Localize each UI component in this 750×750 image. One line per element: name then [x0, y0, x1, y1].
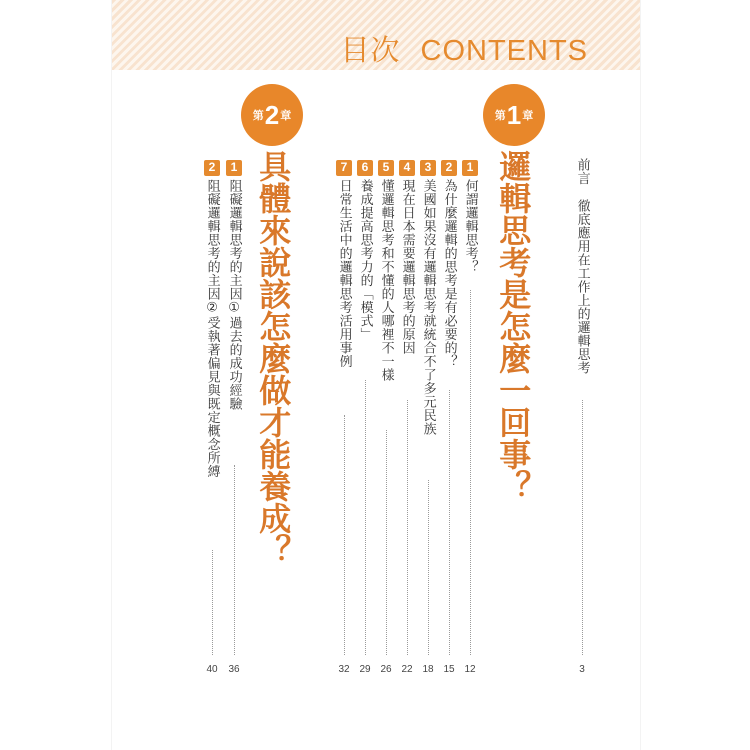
- ch1-item-6-page: 29: [359, 664, 371, 675]
- badge-prefix: 第: [252, 110, 264, 122]
- toc-header: [112, 0, 640, 70]
- badge-prefix: 第: [494, 110, 506, 122]
- item-number-badge: 1: [462, 160, 478, 176]
- ch2-item-2[interactable]: [204, 160, 220, 478]
- ch1-item-2-leader: [449, 390, 450, 655]
- ch1-item-7[interactable]: [336, 160, 352, 368]
- chapter1-title: 邏輯思考是怎麼一回事？: [494, 150, 533, 502]
- badge-suffix: 章: [280, 110, 292, 122]
- item-text: 懂邏輯思考和不懂的人哪裡不一樣: [378, 179, 394, 382]
- ch2-item-1-page: 36: [228, 664, 240, 675]
- ch1-item-5-page: 26: [380, 664, 392, 675]
- chapter2-title: 具體來說該怎麼做才能養成？: [254, 150, 293, 566]
- badge-suffix: 章: [522, 110, 534, 122]
- preface-text: 徹底應用在工作上的邏輯思考: [574, 199, 590, 375]
- preface-label: 前言: [574, 158, 590, 185]
- item-number-badge: 2: [204, 160, 220, 176]
- item-number-badge: 3: [420, 160, 436, 176]
- ch1-item-3-leader: [428, 480, 429, 655]
- item-text: 養成提高思考力的「模式」: [357, 179, 373, 341]
- ch1-item-1[interactable]: [462, 160, 478, 274]
- item-text: 美國如果沒有邏輯思考就統合不了多元民族: [420, 179, 436, 436]
- ch2-item-1[interactable]: [226, 160, 242, 411]
- item-text: 為什麼邏輯的思考是有必要的？: [441, 179, 457, 368]
- ch1-item-5-leader: [386, 430, 387, 655]
- ch1-item-6-leader: [365, 380, 366, 655]
- chapter2-badge: [241, 84, 303, 146]
- ch1-item-4-leader: [407, 400, 408, 655]
- ch1-item-7-leader: [344, 415, 345, 655]
- item-number-badge: 4: [399, 160, 415, 176]
- ch1-item-4[interactable]: [399, 160, 415, 355]
- preface-page: 3: [579, 664, 585, 675]
- title-en: CONTENTS: [420, 35, 588, 67]
- badge-number: 1: [506, 100, 522, 130]
- ch1-item-1-page: 12: [464, 664, 476, 675]
- ch1-item-6[interactable]: [357, 160, 373, 341]
- ch1-item-5[interactable]: [378, 160, 394, 382]
- item-text: 阻礙邏輯思考的主因①過去的成功經驗: [226, 179, 242, 411]
- title-zh: 目次: [340, 35, 401, 67]
- item-text: 阻礙邏輯思考的主因②受執著偏見與既定概念所縛: [204, 179, 220, 478]
- ch2-item-2-leader: [212, 550, 213, 655]
- item-number-badge: 5: [378, 160, 394, 176]
- chapter1-badge: [483, 84, 545, 146]
- ch1-item-7-page: 32: [338, 664, 350, 675]
- item-text: 現在日本需要邏輯思考的原因: [399, 179, 415, 355]
- ch1-item-4-page: 22: [401, 664, 413, 675]
- ch1-item-3-page: 18: [422, 664, 434, 675]
- item-number-badge: 6: [357, 160, 373, 176]
- item-number-badge: 2: [441, 160, 457, 176]
- toc-page: [112, 0, 640, 750]
- preface-entry[interactable]: [574, 158, 590, 375]
- ch1-item-2-page: 15: [443, 664, 455, 675]
- item-number-badge: 1: [226, 160, 242, 176]
- ch1-item-3[interactable]: [420, 160, 436, 436]
- page-title: [340, 28, 588, 69]
- ch1-item-2[interactable]: [441, 160, 457, 368]
- badge-number: 2: [264, 100, 280, 130]
- item-text: 何謂邏輯思考？: [462, 179, 478, 274]
- ch2-item-1-leader: [234, 465, 235, 655]
- item-number-badge: 7: [336, 160, 352, 176]
- item-text: 日常生活中的邏輯思考活用事例: [336, 179, 352, 368]
- ch2-item-2-page: 40: [206, 664, 218, 675]
- ch1-item-1-leader: [470, 290, 471, 655]
- preface-leader: [582, 400, 583, 655]
